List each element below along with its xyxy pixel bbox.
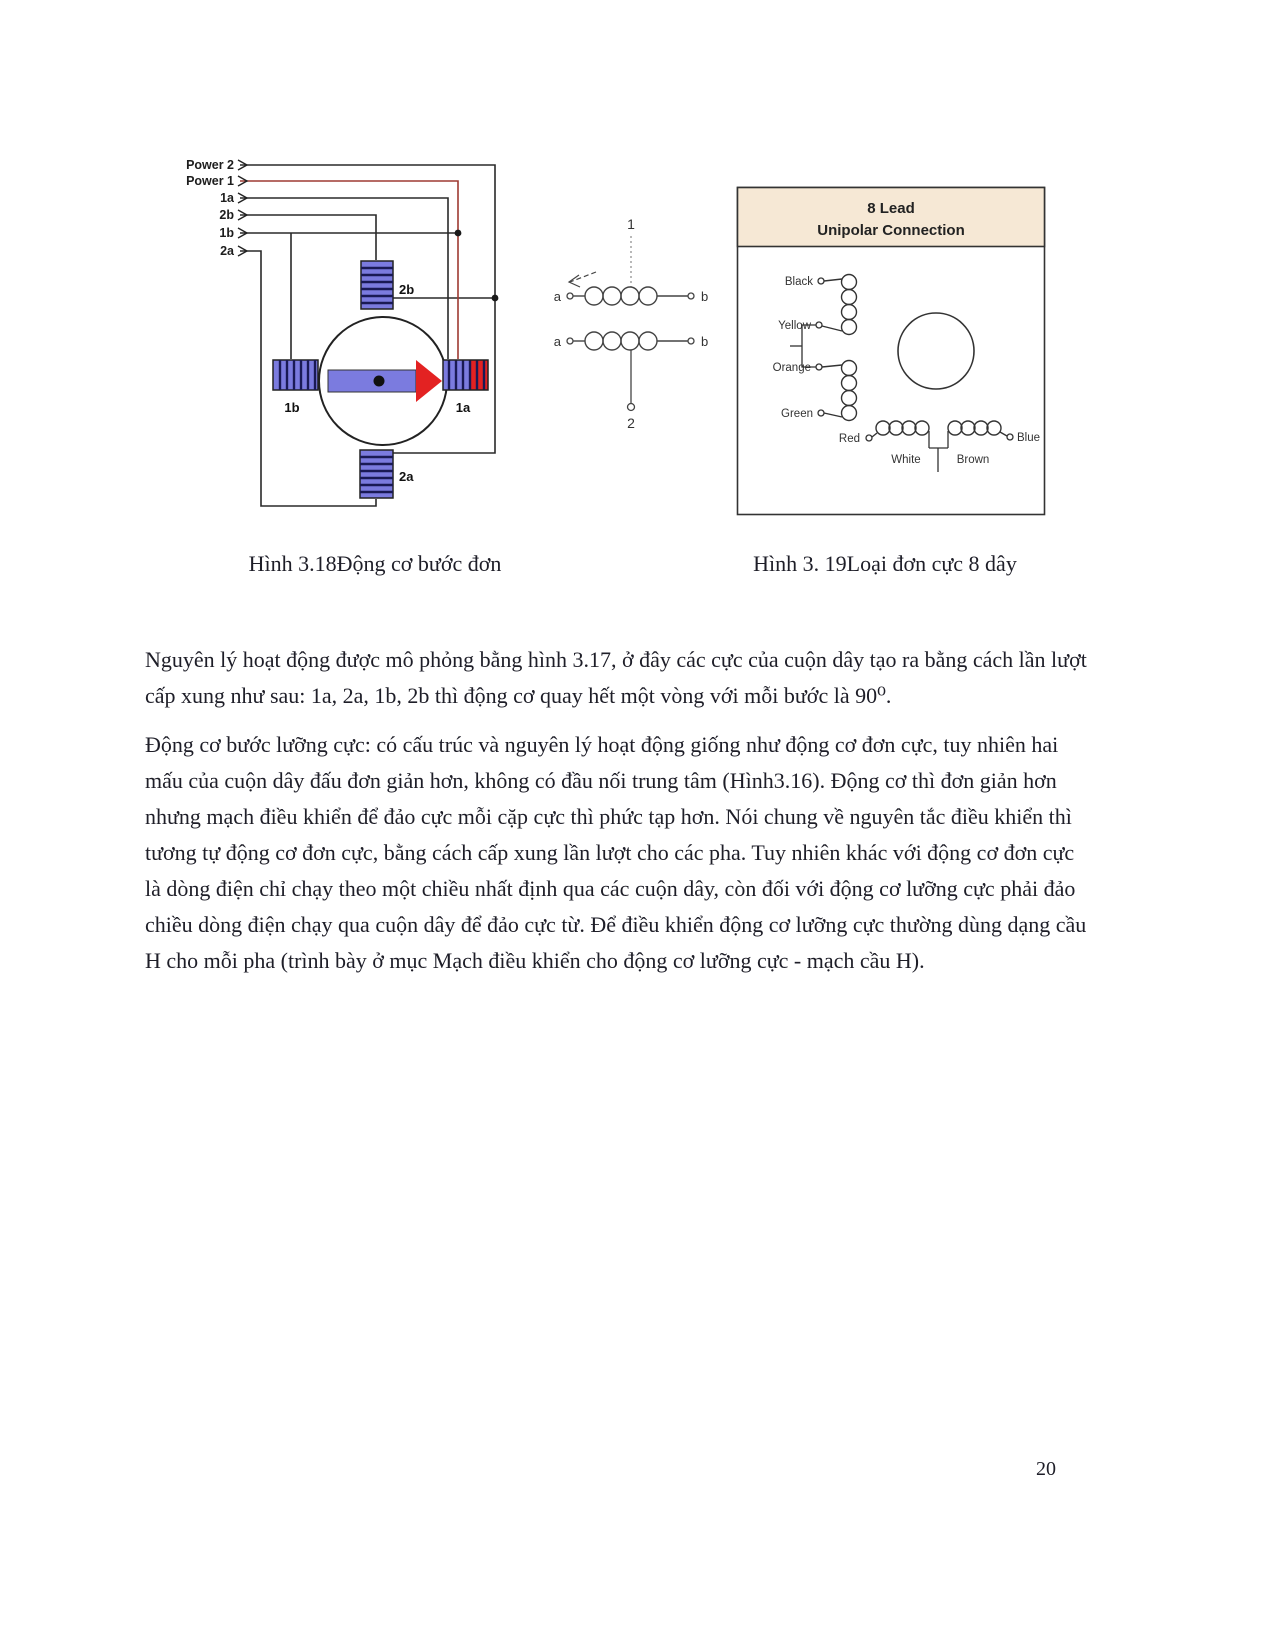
winding1-terminal-label: 1 <box>627 216 635 232</box>
coil2-terminal-a: a <box>553 334 561 349</box>
coil-label-top: 2b <box>399 282 415 297</box>
paragraph-operating-principle: Nguyên lý hoạt động được mô phỏng bằng hình 3.17, ở đây các cực của cuộn dây tạo ra bằng cách lần lượt cấp xung như sau: 1a, 2a, 1b, 2b thì động cơ quay hết một vòng với mỗi bước là 90⁰. <box>145 647 1087 708</box>
coil-label-right: 1a <box>455 400 471 415</box>
wire-label-brown: Brown <box>956 454 990 466</box>
figure-stepper-motor <box>148 148 528 538</box>
wire-label-white: White <box>891 454 921 466</box>
paragraph-bipolar-motor: Động cơ bước lưỡng cực: có cấu trúc và nguyên lý hoạt động giống như động cơ đơn cực, tuy nhiên hai mấu của cuộn dây đấu đơn giản hơn, không có đầu nối trung tâm (Hình3.16). Động cơ thì đơn giản hơn nhưng mạch điều khiển để đảo cực mỗi cặp cực thì phức tạp hơn. Nói chung về nguyên tắc điều khiển thì tương tự động cơ đơn cực, bằng cách cấp xung lần lượt cho các pha. Tuy nhiên khác với động cơ đơn cực là dòng điện chỉ chạy theo một chiều nhất định qua các cuộn dây, còn đối với động cơ lưỡng cực phải đảo chiều dòng điện chạy qua cuộn dây để đảo cực từ. Để điều khiển động cơ lưỡng cực thường dùng dạng cầu H cho mỗi pha (trình bày ở mục Mạch điều khiển cho động cơ lưỡng cực - mạch cầu H). <box>145 732 1087 973</box>
figure-8lead-unipolar <box>736 186 1046 516</box>
blue-wire-terminal <box>1007 434 1013 440</box>
winding2-terminal-label: 2 <box>627 415 635 431</box>
wire-junction-dot <box>455 230 462 237</box>
wire-junction-dot <box>492 295 499 302</box>
wire-label-1a: 1a <box>220 191 234 205</box>
wire-label-black: Black <box>784 276 813 288</box>
winding-coil-2 <box>567 332 694 350</box>
wire-label-2a: 2a <box>220 244 234 258</box>
coil-label-left: 1b <box>284 400 300 415</box>
wire-label-2b: 2b <box>219 208 234 222</box>
wire-label-red: Red <box>838 433 860 445</box>
coil1-terminal-a: a <box>553 289 561 304</box>
coil-label-bottom: 2a <box>399 469 414 484</box>
rotation-arrow-icon <box>569 272 596 287</box>
wire-label-blue: Blue <box>1017 432 1041 444</box>
caption-fig-3-19: Hình 3. 19Loại đơn cực 8 dây <box>753 551 1017 576</box>
figure-title-line2: Unipolar Connection <box>817 222 965 239</box>
stator-coil-bottom <box>360 450 414 498</box>
connector-chevron-icons <box>238 160 247 256</box>
wire-label-orange: Orange <box>772 362 811 374</box>
body-text <box>145 642 1090 992</box>
winding-coil-1 <box>567 287 694 305</box>
wire-label-power1: Power 1 <box>186 174 234 188</box>
page-number: 20 <box>1036 1458 1056 1480</box>
caption-fig-3-18: Hình 3.18Động cơ bước đơn <box>248 551 502 576</box>
red-wire-terminal <box>866 435 872 441</box>
wire-label-power2: Power 2 <box>186 158 234 172</box>
stator-coil-left <box>273 360 318 415</box>
stator-coil-right <box>443 360 488 415</box>
stator-coil-top <box>361 261 414 309</box>
coil1-terminal-b: b <box>701 289 709 304</box>
wire-label-green: Green <box>781 408 813 420</box>
winding2-terminal <box>628 404 635 411</box>
wire-label-1b: 1b <box>219 226 234 240</box>
wire-label-yellow: Yellow <box>778 320 811 332</box>
figure-title-line1: 8 Lead <box>867 200 915 217</box>
figure-winding-schematic <box>540 212 730 442</box>
coil2-terminal-b: b <box>701 334 709 349</box>
